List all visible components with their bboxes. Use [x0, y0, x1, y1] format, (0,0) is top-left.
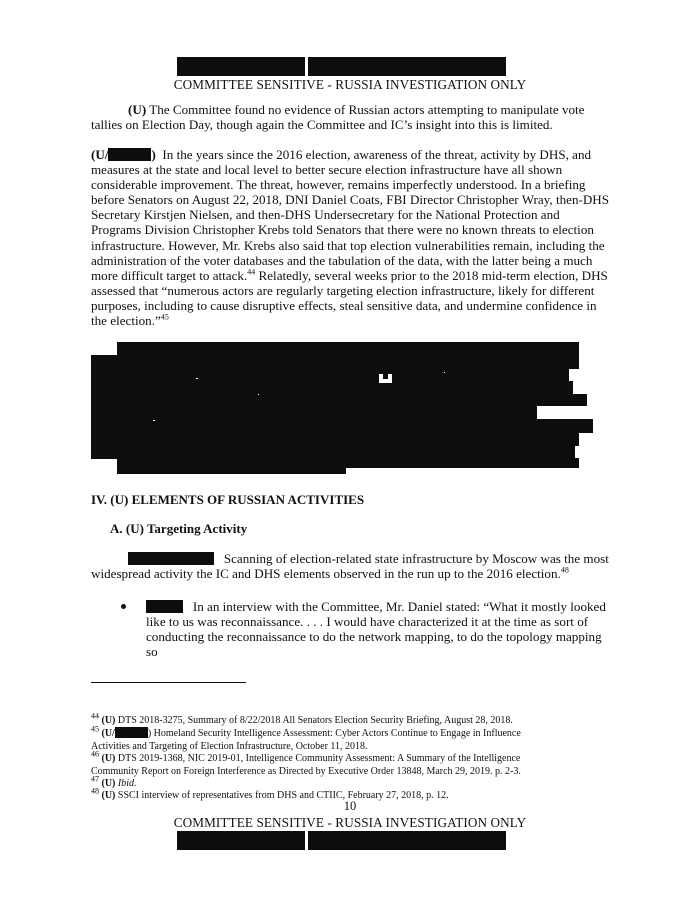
footnote-ref-45: 45 — [160, 312, 169, 322]
footnote-ref-48: 48 — [560, 565, 569, 575]
paragraph-targeting — [91, 551, 612, 581]
footnote-ref-44: 44 — [247, 267, 256, 277]
bottom-redaction-bar — [177, 831, 506, 850]
bullet-paragraph — [146, 599, 612, 659]
footnote-separator — [91, 682, 246, 683]
section-subheading: A. (U) Targeting Activity — [110, 521, 248, 536]
page-number: 10 — [343, 799, 357, 813]
top-redaction-bar — [177, 57, 506, 76]
paragraph-targeting-text: Scanning of election-related state infrastructure by Moscow was the most widespread activity the IC and DHS elements observed in the run up to the 2016 election. — [91, 551, 609, 582]
footnote-45-cont: Activities and Targeting of Election Infrastructure, October 11, 2018. — [91, 740, 368, 752]
bullet-marker — [121, 604, 126, 609]
section-heading: IV. (U) ELEMENTS OF RUSSIAN ACTIVITIES — [91, 492, 365, 507]
paragraph-2-label-redaction — [108, 148, 151, 161]
footnote-45: $^{45}$ (U/ ) Homeland Security Intelligence Assessment: Cyber Actors Continue to Engage in Influence — [91, 725, 521, 740]
footnote-44: $^{44}$ (U) DTS 2018-3275, Summary of 8/22/2018 All Senators Election Security Briefing, August 28, 2018. — [91, 711, 513, 726]
paragraph-1-label: (U) — [128, 102, 147, 117]
paragraph-2-label: (U/ — [91, 147, 109, 162]
footnote-46-cont: Community Report on Foreign Interference as Directed by Executive Order 13848, March 29, 2019. p. 2-3. — [91, 765, 521, 777]
paragraph-1 — [91, 102, 611, 132]
footnotes — [91, 711, 521, 803]
footnote-46: $^{46}$ (U) DTS 2019-1368, NIC 2019-01, Intelligence Community Assessment: A Summary of the Intelligence — [91, 749, 521, 765]
footnote-47: $^{47}$ (U) Ibid. — [91, 774, 137, 790]
bullet-text: In an interview with the Committee, Mr. Daniel stated: “What it mostly looked like to us was reconnaissance. . . . I would have characterized it at the time as sort of conducting the reconnaissance to do the network mapping, to do the topology mapping so — [146, 599, 606, 660]
paragraph-2: (U/ ) In the years since the 2016 election, awareness of the threat, activity by DHS, and measures at the state and local level to better secure election infrastructure have all shown considerable improvement. The threat, however, remains imperfectly understood. In a briefing before Senators on August 22, 2018, DNI Daniel Coats, FBI Director Christopher Wray, then-DHS Secretary Kirstjen Nielsen, and then-DHS Undersecretary for the National Protection and Programs Division Christopher Krebs told Senators that there were no known threats to election infrastructure. However, Mr. Krebs also said that top election vulnerabilities remain, including the administration of the voter databases and the tabulation of the data, with the latter being a much more difficult target to attack.$^{44}$ Relatedly, several weeks prior to the 2018 mid-term election, DHS assessed that “numerous actors are regularly targeting election infrastructure, likely for different purposes, including to cause disruptive effects, steal sensitive data, and undermine confidence in the election.”$^{45}$ — [91, 147, 610, 329]
paragraph-1-text: The Committee found no evidence of Russian actors attempting to manipulate vote tallies on Election Day, though again the Committee and IC’s insight into this is limited. — [91, 102, 585, 133]
footnote-48: $^{48}$ (U) SSCI interview of representatives from DHS and CTIIC, February 27, 2018, p. 12. — [91, 787, 449, 802]
bullet-label-redaction — [146, 600, 183, 613]
paragraph-2-text: In the years since the 2016 election, awareness of the threat, activity by DHS, and measures at the state and local level to better secure election infrastructure have all shown considerable improvement. The threat, however, remains imperfectly understood. In a briefing before Senators on August 22, 2018, DNI Daniel Coats, FBI Director Christopher Wray, then-DHS Secretary Kirstjen Nielsen, and then-DHS Undersecretary for the National Protection and Programs Division Christopher Krebs told Senators that there were no known threats to election infrastructure. However, Mr. Krebs also said that top election vulnerabilities remain, including the administration of the voter databases and the tabulation of the data, with the latter being a much more difficult target to attack. — [91, 147, 610, 283]
header-classification-marking: COMMITTEE SENSITIVE - RUSSIA INVESTIGATION ONLY — [173, 77, 527, 92]
paragraph-targeting-label-redaction — [128, 552, 214, 565]
footer-classification-marking: COMMITTEE SENSITIVE - RUSSIA INVESTIGATION ONLY — [173, 815, 527, 830]
